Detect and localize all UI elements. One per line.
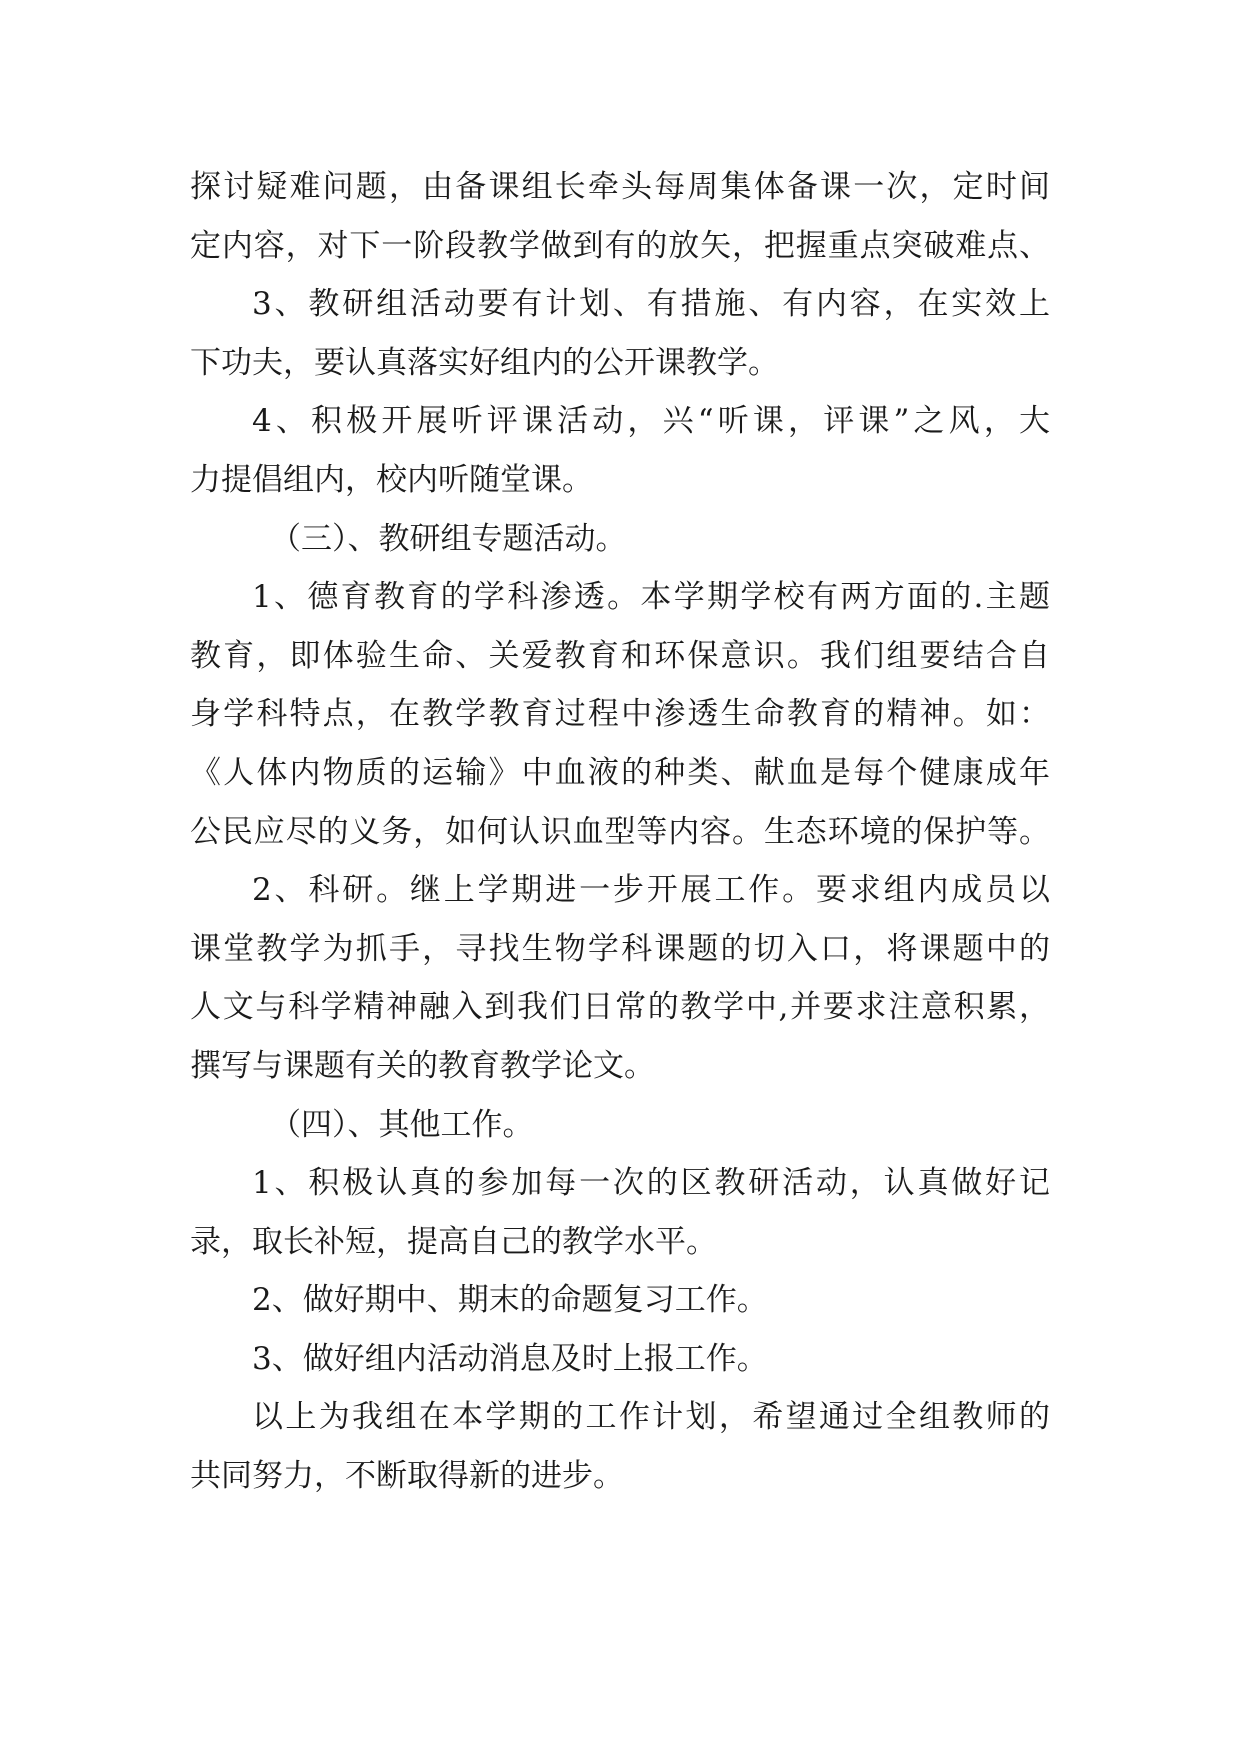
text-line: 4、积极开展听评课活动，兴“听课，评课”之风，大 — [252, 403, 1050, 440]
text-line: 录，取长补短，提高自己的教学水平。 — [190, 1223, 717, 1260]
text-line: 以上为我组在本学期的工作计划，希望通过全组教师的 — [252, 1399, 1050, 1436]
text-line: 教育，即体验生命、关爱教育和环保意识。我们组要结合自 — [190, 637, 1050, 674]
text-line: 下功夫，要认真落实好组内的公开课教学。 — [190, 344, 779, 381]
text-line: 3、做好组内活动消息及时上报工作。 — [252, 1340, 768, 1377]
text-line: 人文与科学精神融入到我们日常的教学中,并要求注意积累， — [190, 989, 1050, 1026]
document-body — [190, 158, 1050, 1506]
text-line: 探讨疑难问题，由备课组长牵头每周集体备课一次，定时间 — [190, 169, 1050, 205]
text-line: 公民应尽的义务，如何认识血型等内容。生态环境的保护等。 — [190, 813, 1050, 850]
text-line: 身学科特点，在教学教育过程中渗透生命教育的精神。如： — [190, 696, 1050, 733]
section-heading: （四）、其他工作。 — [270, 1106, 534, 1143]
text-line: 课堂教学为抓手，寻找生物学科课题的切入口，将课题中的 — [190, 930, 1050, 967]
text-line: 撰写与课题有关的教育教学论文。 — [190, 1047, 655, 1084]
text-line: 1、德育教育的学科渗透。本学期学校有两方面的.主题 — [252, 579, 1050, 616]
text-line: 《人体内物质的运输》中血液的种类、献血是每个健康成年 — [190, 754, 1050, 791]
text-line: 3、教研组活动要有计划、有措施、有内容，在实效上 — [252, 286, 1050, 323]
text-line: 2、做好期中、期末的命题复习工作。 — [252, 1282, 768, 1319]
text-line: 力提倡组内，校内听随堂课。 — [190, 461, 593, 498]
text-line: 定内容，对下一阶段教学做到有的放矢，把握重点突破难点、 — [190, 227, 1050, 264]
section-heading: （三）、教研组专题活动。 — [270, 520, 627, 557]
text-line: 共同努力，不断取得新的进步。 — [190, 1458, 624, 1495]
text-line: 2、科研。继上学期进一步开展工作。要求组内成员以 — [252, 872, 1050, 909]
text-line: 1、积极认真的参加每一次的区教研活动，认真做好记 — [252, 1165, 1050, 1202]
